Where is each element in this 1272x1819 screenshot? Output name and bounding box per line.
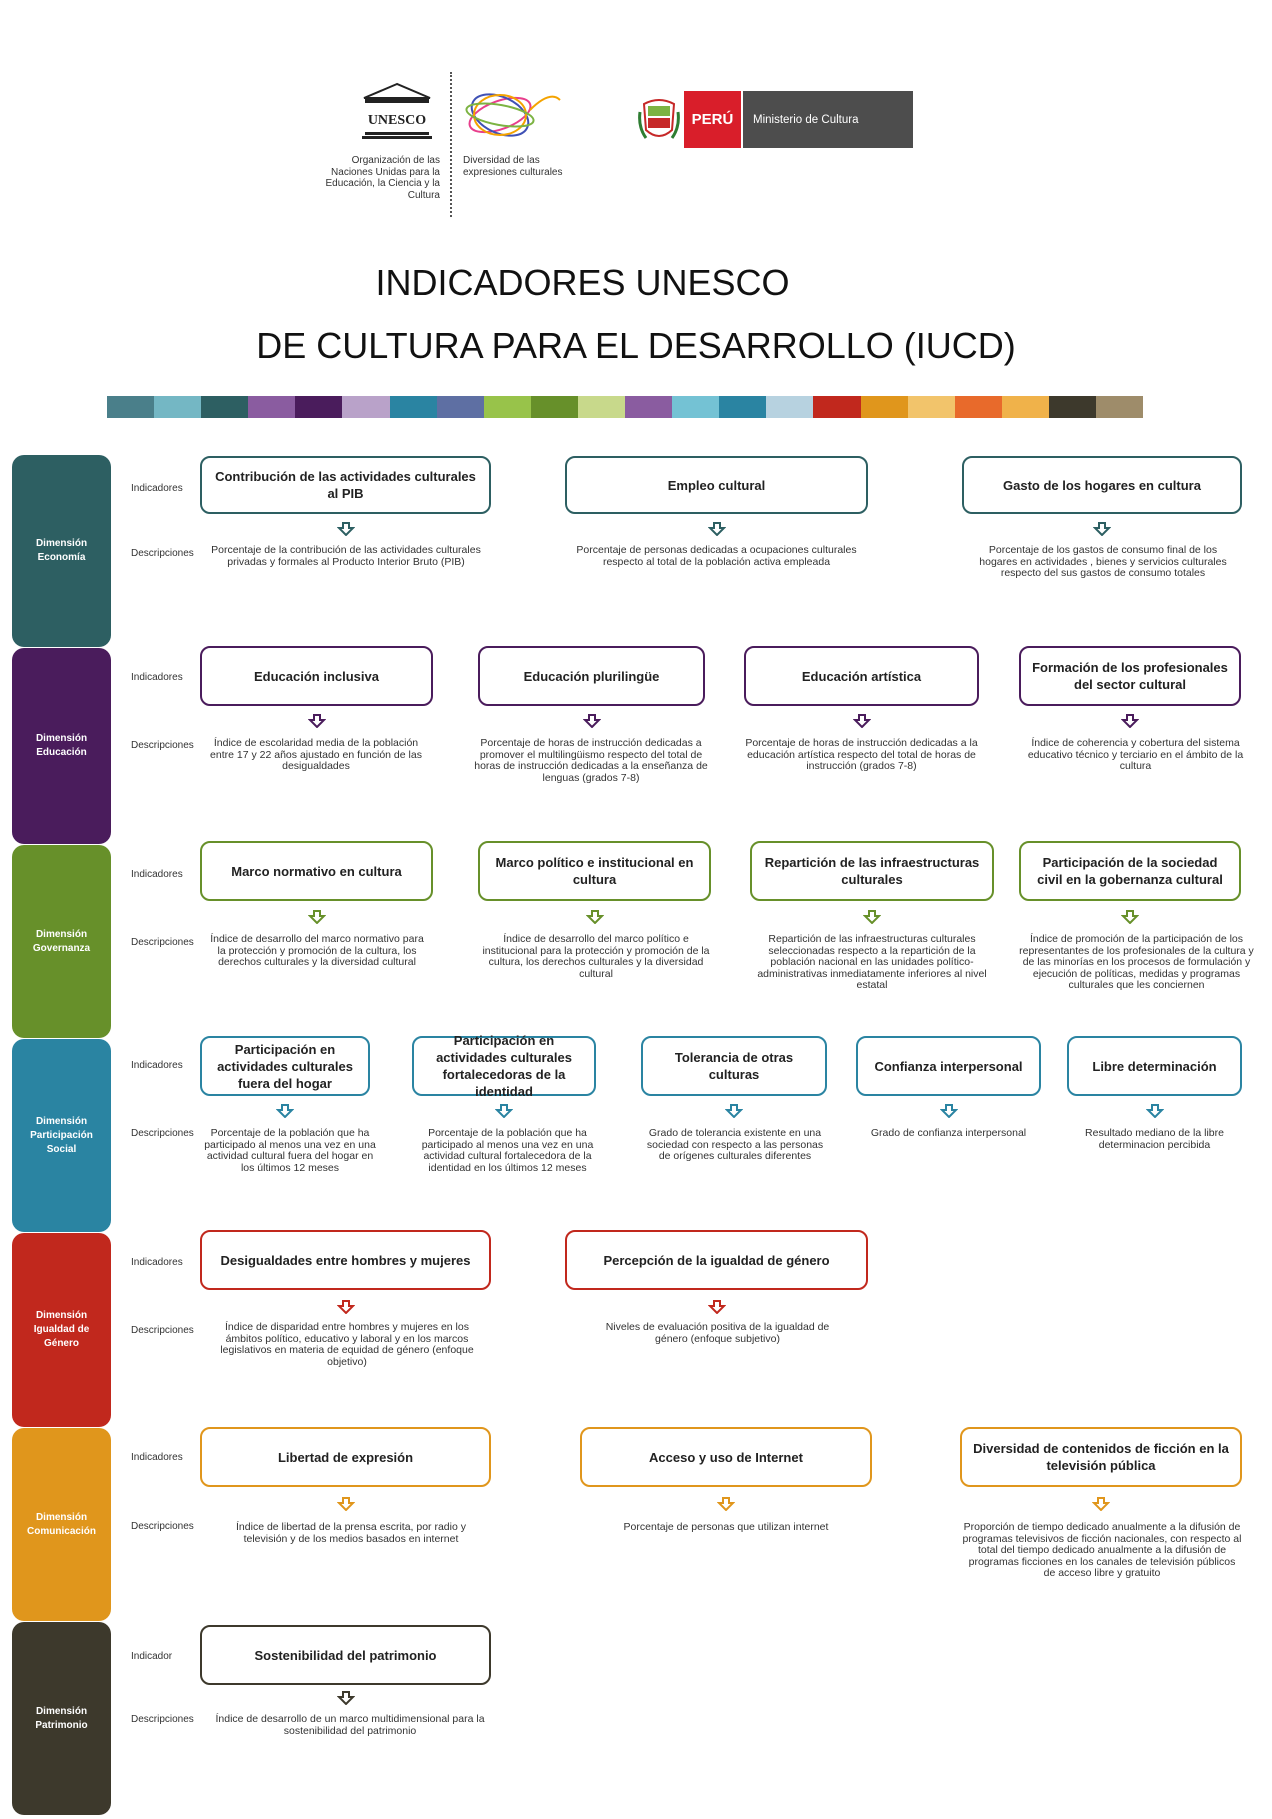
indicator-description-gobernanza: Índice de desarrollo del marco normativo para la protección y promoción de la cultura, los derechos culturales y la diversidad cultural — [210, 933, 424, 968]
indicator-box-participacion: Participación en actividades culturales fuera del hogar — [200, 1036, 370, 1096]
indicator-box-genero: Percepción de la igualdad de género — [565, 1230, 868, 1290]
down-arrow-icon — [708, 1300, 726, 1314]
down-arrow-icon — [337, 1300, 355, 1314]
indicator-box-comunicacion: Libertad de expresión — [200, 1427, 491, 1487]
indicadores-label: Indicadores — [131, 672, 183, 683]
indicator-description-participacion: Resultado mediano de la libre determinacion percibida — [1085, 1127, 1224, 1151]
indicator-description-educacion: Porcentaje de horas de instrucción dedicadas a la educación artística respecto del total de horas de instrucción (grados 7-8) — [745, 737, 978, 772]
indicadores-label: Indicadores — [131, 1452, 183, 1463]
diversity-globe-logo — [460, 80, 565, 150]
dimension-gobernanza-tab — [12, 845, 111, 1038]
descripciones-label: Descripciones — [131, 548, 194, 559]
indicator-description-gobernanza: Índice de promoción de la participación de los representantes de los profesionales de la cultura y de las minorías en los procesos de formulación y ejecución de políticas, medidas y programas culturales que les conciernen — [1019, 933, 1254, 991]
indicator-description-genero: Niveles de evaluación positiva de la igualdad de género (enfoque subjetivo) — [605, 1321, 830, 1345]
unesco-wordmark: UNESCO — [367, 113, 427, 128]
descripciones-label: Descripciones — [131, 1521, 194, 1532]
indicator-description-comunicacion: Índice de libertad de la prensa escrita, por radio y televisión y de los medios basados en internet — [236, 1521, 466, 1545]
indicator-box-educacion: Educación artística — [744, 646, 979, 706]
indicator-box-gobernanza: Marco normativo en cultura — [200, 841, 433, 901]
indicator-description-economia: Porcentaje de la contribución de las actividades culturales privadas y formales al Producto Interior Bruto (PIB) — [211, 544, 481, 568]
down-arrow-icon — [1093, 522, 1111, 536]
down-arrow-icon — [1146, 1104, 1164, 1118]
dimension-educacion-label: Dimensión Educación — [35, 733, 88, 758]
indicator-description-educacion: Índice de coherencia y cobertura del sistema educativo técnico y terciario en el ámbito de la cultura — [1027, 737, 1244, 772]
indicator-description-participacion: Grado de confianza interpersonal — [870, 1127, 1027, 1139]
indicator-box-gobernanza: Marco político e institucional en cultura — [478, 841, 711, 901]
descripciones-label: Descripciones — [131, 937, 194, 948]
indicator-box-economia: Contribución de las actividades culturales al PIB — [200, 456, 491, 514]
dimension-participacion-label: Dimensión Participación Social — [30, 1115, 93, 1155]
indicator-description-educacion: Porcentaje de horas de instrucción dedicadas a promover el multilingüismo respecto del total de horas de instrucción dedicadas a la enseñanza de lenguas (grados 7-8) — [474, 737, 708, 784]
dimension-participacion-tab — [12, 1039, 111, 1232]
down-arrow-icon — [853, 714, 871, 728]
down-arrow-icon — [276, 1104, 294, 1118]
indicator-description-participacion: Porcentaje de la población que ha participado al menos una vez en una actividad cultural fortalecedora de la identidad en los últimos 12 meses — [421, 1127, 594, 1174]
down-arrow-icon — [863, 910, 881, 924]
indicadores-label: Indicadores — [131, 1257, 183, 1268]
ministry-label: Ministerio de Cultura — [743, 91, 913, 148]
indicator-description-participacion: Porcentaje de la población que ha participado al menos una vez en una actividad cultural fuera del hogar en los últimos 12 meses — [204, 1127, 376, 1174]
down-arrow-icon — [1121, 714, 1139, 728]
down-arrow-icon — [717, 1497, 735, 1511]
dimension-economia-label: Dimensión Economía — [35, 538, 88, 563]
page-title-line2: DE CULTURA PARA EL DESARROLLO (IUCD) — [256, 325, 1016, 366]
indicadores-label: Indicadores — [131, 483, 183, 494]
dimension-comunicacion-tab — [12, 1428, 111, 1621]
down-arrow-icon — [708, 522, 726, 536]
unesco-org-text: Organización de las Naciones Unidas para la Educación, la Ciencia y la Cultura — [325, 155, 440, 201]
down-arrow-icon — [495, 1104, 513, 1118]
indicator-description-participacion: Grado de tolerancia existente en una sociedad con respecto a las personas de orígenes culturales diferentes — [646, 1127, 824, 1162]
peru-label: PERÚ — [684, 91, 741, 148]
down-arrow-icon — [1092, 1497, 1110, 1511]
indicator-box-genero: Desigualdades entre hombres y mujeres — [200, 1230, 491, 1290]
down-arrow-icon — [337, 1497, 355, 1511]
dimension-gobernanza-label: Dimensión Governanza — [32, 928, 91, 954]
down-arrow-icon — [725, 1104, 743, 1118]
indicator-box-participacion: Libre determinación — [1067, 1036, 1242, 1096]
indicator-description-comunicacion: Porcentaje de personas que utilizan internet — [623, 1521, 829, 1533]
peru-coat-of-arms-icon — [636, 92, 682, 148]
indicator-description-gobernanza: Repartición de las infraestructuras culturales seleccionadas respecto a la repartición de la población nacional en las unidades político-administrativas inmediatamente inferiores al nivel estatal — [757, 933, 987, 991]
indicadores-label: Indicadores — [131, 1060, 183, 1071]
page-title-line1: INDICADORES UNESCO — [375, 262, 790, 303]
down-arrow-icon — [940, 1104, 958, 1118]
indicator-box-educacion: Educación inclusiva — [200, 646, 433, 706]
descripciones-label: Descripciones — [131, 1714, 194, 1725]
indicator-box-patrimonio: Sostenibilidad del patrimonio — [200, 1625, 491, 1685]
down-arrow-icon — [337, 522, 355, 536]
indicator-box-participacion: Tolerancia de otras culturas — [641, 1036, 827, 1096]
indicator-description-genero: Índice de disparidad entre hombres y mujeres en los ámbitos político, educativo y laboral y en los marcos legislativos en materia de equidad de género (enfoque objetivo) — [220, 1321, 474, 1368]
dimension-genero-label: Dimensión Igualdad de Género — [33, 1310, 90, 1349]
dimension-educacion-tab — [12, 648, 111, 844]
indicator-box-economia: Empleo cultural — [565, 456, 868, 514]
dimension-comunicacion-label: Dimensión Comunicación — [27, 1511, 96, 1537]
indicator-box-educacion: Educación plurilingüe — [478, 646, 705, 706]
down-arrow-icon — [586, 910, 604, 924]
indicator-box-comunicacion: Diversidad de contenidos de ficción en la televisión pública — [960, 1427, 1242, 1487]
indicator-box-comunicacion: Acceso y uso de Internet — [580, 1427, 872, 1487]
down-arrow-icon — [1121, 910, 1139, 924]
indicator-description-patrimonio: Índice de desarrollo de un marco multidimensional para la sostenibilidad del patrimonio — [215, 1713, 485, 1737]
dimension-economia-tab — [12, 455, 111, 647]
descripciones-label: Descripciones — [131, 740, 194, 751]
down-arrow-icon — [308, 714, 326, 728]
dimension-patrimonio-label: Dimensión Patrimonio — [35, 1705, 88, 1731]
diversity-text: Diversidad de las expresiones culturales — [463, 155, 563, 178]
logo-divider — [450, 72, 452, 217]
dimension-genero-tab — [12, 1233, 111, 1427]
descripciones-label: Descripciones — [131, 1325, 194, 1336]
indicator-box-participacion: Confianza interpersonal — [856, 1036, 1041, 1096]
descripciones-label: Descripciones — [131, 1128, 194, 1139]
decorative-color-stripe — [107, 396, 1143, 418]
down-arrow-icon — [308, 910, 326, 924]
indicator-box-gobernanza: Participación de la sociedad civil en la gobernanza cultural — [1019, 841, 1241, 901]
indicator-description-educacion: Índice de escolaridad media de la población entre 17 y 22 años ajustado en función de las desigualdades — [210, 737, 422, 772]
indicator-description-economia: Porcentaje de los gastos de consumo final de los hogares en actividades , bienes y servicios culturales respecto del sus gastos de consumo totales — [979, 544, 1227, 579]
unesco-temple-logo — [362, 82, 432, 140]
indicator-description-economia: Porcentaje de personas dedicadas a ocupaciones culturales respecto al total de la población activa empleada — [576, 544, 857, 568]
indicator-box-gobernanza: Repartición de las infraestructuras culturales — [750, 841, 994, 901]
down-arrow-icon — [583, 714, 601, 728]
dimension-patrimonio-tab — [12, 1622, 111, 1815]
indicator-box-economia: Gasto de los hogares en cultura — [962, 456, 1242, 514]
indicator-box-participacion: Participación en actividades culturales fortalecedoras de la identidad — [412, 1036, 596, 1096]
down-arrow-icon — [337, 1691, 355, 1705]
indicator-description-gobernanza: Índice de desarrollo del marco político e institucional para la protección y promoción de la cultura, los derechos culturales y la diversidad cultural — [482, 933, 710, 980]
indicator-box-educacion: Formación de los profesionales del sector cultural — [1019, 646, 1241, 706]
indicadores-label: Indicadores — [131, 869, 183, 880]
indicator-description-comunicacion: Proporción de tiempo dedicado anualmente a la difusión de programas televisivos de ficción nacionales, con respecto al total del tiempo dedicado anualmente a la difusión de programas ficciones en los canales de televisión públicos de acceso libre y gratuito — [962, 1521, 1242, 1579]
indicador-label: Indicador — [131, 1651, 173, 1662]
